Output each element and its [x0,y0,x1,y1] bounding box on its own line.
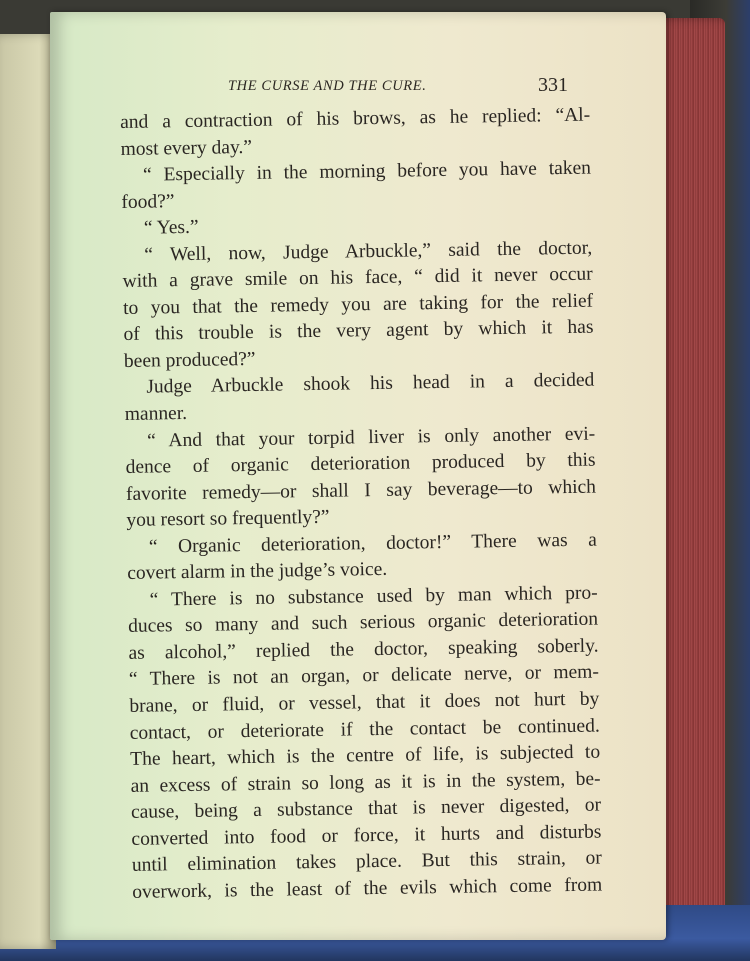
text-line: overwork, is the least of the evils which come from [132,874,603,903]
text-line: duces so many and such serious organic deterioration [127,608,599,638]
text-line: converted into food or force, it hurts and disturbs [131,821,602,850]
text-line: food?” [121,190,175,213]
text-line: “ Organic deterioration, doctor!” There was a [148,529,597,558]
text-line: contact, or deteriorate if the contact be continued. [129,715,600,744]
left-page-leaf [0,34,56,949]
text-line: most every day.” [120,136,253,160]
text-line: with a grave smile on his face, “ did it never occur [122,263,593,293]
text-line: been produced?” [123,348,256,372]
page-header [178,74,578,102]
text-line: dence of organic deterioration produced by this [125,449,596,479]
text-line: manner. [124,403,188,425]
text-line: favorite remedy—or shall I say beverage—to which [125,476,597,505]
text-line: and a contraction of his brows, as he replied: “Al- [120,104,591,133]
text-line: “ And that your torpid liver is only another evi- [147,423,596,452]
text-line: until elimination takes place. But this strain, or [131,847,602,877]
text-line: “ Especially in the morning before you have taken [142,157,592,186]
text-line: of this trouble is the very agent by which it has [123,316,594,346]
text-line: as alcohol,” replied the doctor, speaking soberly. [128,635,599,664]
text-line: you resort so frequently?” [126,506,330,532]
text-line: Judge Arbuckle shook his head in a decided [146,370,595,399]
body-text [120,103,602,907]
text-line: The heart, which is the centre of life, is subjected to [130,741,601,771]
text-line: to you that the remedy you are taking for the relief [122,290,594,319]
text-line: “ There is no substance used by man which pro- [149,582,598,611]
running-title: THE CURSE AND THE CURE. [228,78,427,94]
text-line: “ Yes.” [143,216,199,239]
text-line: “ Well, now, Judge Arbuckle,” said the doctor, [144,237,593,266]
text-line: an excess of strain so long as it is in the system, be- [130,768,601,797]
text-line: “ There is not an organ, or delicate nerve, or mem- [128,662,600,691]
text-line: covert alarm in the judge’s voice. [127,559,388,585]
text-line: cause, being a substance that is never digested, or [130,794,602,824]
text-line: brane, or fluid, or vessel, that it does not hurt by [129,688,600,717]
page-number: 331 [538,74,568,96]
